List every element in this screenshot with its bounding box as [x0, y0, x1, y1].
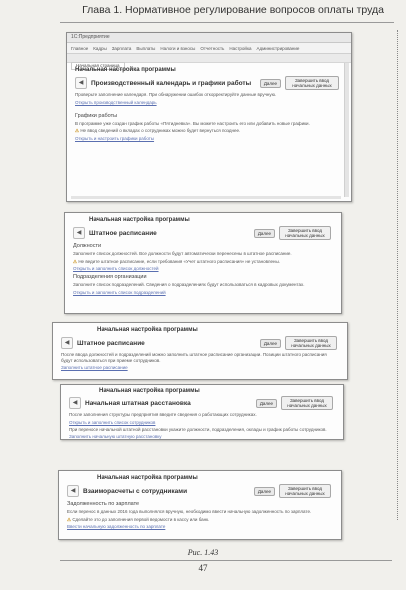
finish-button[interactable]: Завершить ввод начальных данных [281, 396, 333, 410]
warning-text: Не ввод сведений о вкладах о сотрудниках можно будет вернуться позднее. [80, 128, 241, 133]
header-rule [60, 22, 394, 23]
horizontal-scrollbar[interactable] [71, 196, 341, 199]
section-text: При переносе начальной штатной расстановки укажите должности, подразделения, оклады и график работы сотрудников. [69, 426, 327, 432]
section-text: Проверьте заполнение календаря. При обнаружении ошибок откорректируйте данные вручную. [75, 92, 277, 97]
section-link[interactable]: Открыть и заполнить список должностей [73, 266, 159, 271]
window-titlebar: 1С:Предприятие [67, 33, 351, 43]
finish-button[interactable]: Завершить ввод начальных данных [285, 76, 339, 90]
next-button[interactable]: Далее [254, 229, 275, 238]
section-text: Если перенос в данных 2016 года выполнялся вручную, необходимо ввести начальную задолженность по зарплате. [67, 509, 312, 514]
section-link[interactable]: Открыть и заполнить список подразделений [73, 289, 166, 295]
footer-rule [60, 560, 392, 561]
back-arrow-icon[interactable]: ◀ [73, 227, 85, 239]
step-title: Взаиморасчеты с сотрудниками [83, 487, 188, 495]
step-title: Производственный календарь и графики работы [91, 79, 252, 87]
finish-button[interactable]: Завершить ввод начальных данных [285, 336, 337, 350]
section-link[interactable]: Открыть и заполнить список сотрудников [69, 419, 156, 425]
window-title: Начальная настройка программы [99, 388, 200, 394]
warning-icon: ⚠ [67, 516, 72, 522]
section-text: После ввода должностей и подразделений можно заполнить штатное расписание организации. Позиции штатного расписания будут использоваться при приеме сотрудников. [61, 352, 327, 363]
step-title: Штатное расписание [89, 229, 157, 237]
warning-icon: ⚠ [73, 258, 78, 264]
toolbar: Главное Кадры Зарплата Выплаты Налоги и взносы Отчетность Настройка Администрирование [67, 43, 351, 54]
screenshot-2 [64, 212, 342, 314]
section-link[interactable]: Заполнить штатное расписание [61, 365, 128, 370]
section-heading: Должности [73, 243, 102, 249]
section-text: Заполните список подразделений. Сведения о подразделениях будут использоваться в кадровых документах. [73, 282, 305, 287]
tab-strip: Начальная страница [67, 54, 351, 63]
screenshot-3 [52, 322, 348, 380]
window-title: Начальная настройка программы [97, 475, 198, 481]
back-arrow-icon[interactable]: ◀ [69, 397, 81, 409]
step-title: Штатное расписание [77, 339, 145, 347]
back-arrow-icon[interactable]: ◀ [61, 337, 73, 349]
section-text: Заполните список должностей. Все должности будут автоматически перенесены в штатное расписание. [73, 251, 292, 256]
finish-button[interactable]: Завершить ввод начальных данных [279, 484, 331, 498]
section-text: В программе уже создан график работы «Пятидневка». Вы можете настроить его или добавить новые графики. [75, 120, 310, 126]
figure-caption: Рис. 1.43 [187, 548, 219, 557]
section-text: После заполнения структуры предприятия введите сведения о работающих сотрудниках. [69, 412, 257, 417]
vertical-scrollbar[interactable] [344, 63, 349, 197]
section-link[interactable]: Открыть и настроить графики работы [75, 135, 155, 141]
next-button[interactable]: Далее [260, 79, 281, 88]
window-title: Начальная настройка программы [89, 217, 190, 223]
warning-note [73, 259, 331, 265]
warning-icon: ⚠ [75, 128, 80, 133]
back-arrow-icon[interactable]: ◀ [75, 77, 87, 89]
screenshot-5 [58, 470, 342, 540]
section-heading: Подразделения организации [73, 274, 147, 280]
step-title: Начальная штатная расстановка [85, 399, 191, 407]
warning-note [75, 128, 339, 134]
window-title: Начальная настройка программы [97, 327, 198, 333]
warning-text: Не ведите штатное расписание, если требования «Учет штатного расписания» не установлены. [78, 258, 280, 264]
running-header: Глава 1. Нормативное регулирование вопросов оплаты труда [82, 4, 384, 16]
finish-button[interactable]: Завершить ввод начальных данных [279, 226, 331, 240]
section-link[interactable]: Заполнить начальную штатную расстановку [69, 434, 162, 439]
page-number: 47 [198, 563, 208, 573]
back-arrow-icon[interactable]: ◀ [67, 485, 79, 497]
next-button[interactable]: Далее [254, 487, 275, 496]
section-heading: Задолженность по зарплате [67, 501, 140, 507]
cut-guide [397, 30, 398, 520]
screenshot-1 [66, 32, 352, 202]
screenshot-4 [60, 384, 344, 440]
window-title: Начальная настройка программы [75, 67, 176, 73]
warning-text: Сделайте это до заполнения первой ведомости в кассу или банк. [72, 516, 210, 522]
next-button[interactable]: Далее [256, 399, 277, 408]
warning-note [67, 517, 331, 523]
next-button[interactable]: Далее [260, 339, 281, 348]
section-link[interactable]: Открыть производственный календарь [75, 99, 157, 105]
section-heading: Графики работы [75, 112, 118, 119]
section-link[interactable]: Ввести начальную задолженность по зарплате [67, 524, 166, 529]
